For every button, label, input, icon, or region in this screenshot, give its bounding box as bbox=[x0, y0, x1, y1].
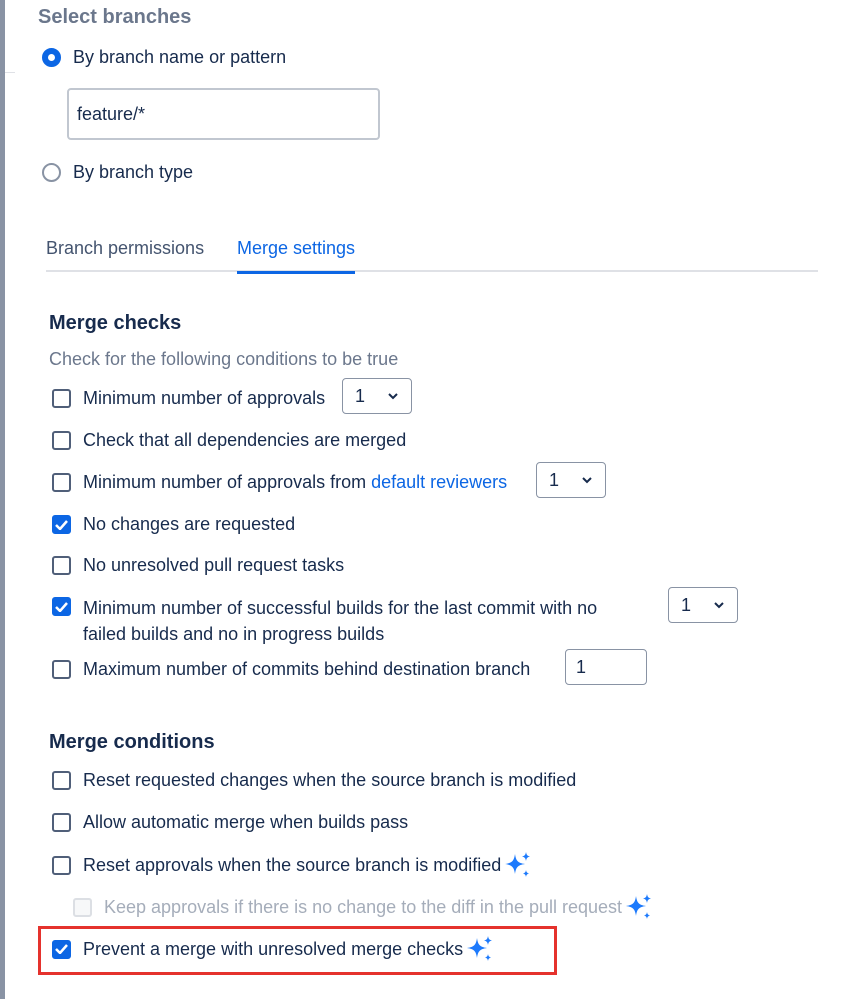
checkbox-checked[interactable] bbox=[52, 940, 71, 959]
checkbox-label: Reset approvals when the source branch is modified bbox=[83, 854, 502, 875]
checkbox[interactable] bbox=[52, 389, 71, 408]
settings-tabs bbox=[46, 238, 818, 272]
radio-by-type[interactable] bbox=[42, 162, 193, 183]
checkbox-disabled bbox=[73, 898, 92, 917]
merge-conditions-title: Merge conditions bbox=[49, 731, 215, 753]
radio-by-pattern[interactable] bbox=[42, 47, 286, 68]
label-line-2: failed builds and no in progress builds bbox=[83, 624, 385, 644]
checkbox[interactable] bbox=[52, 813, 71, 832]
default-reviewers-approvals-select[interactable] bbox=[536, 462, 606, 498]
radio-label: By branch name or pattern bbox=[73, 47, 287, 67]
radio-label: By branch type bbox=[73, 162, 194, 182]
chevron-down-icon bbox=[581, 476, 593, 484]
check-no-changes-requested[interactable] bbox=[52, 514, 295, 535]
checkbox[interactable] bbox=[52, 660, 71, 679]
checkbox[interactable] bbox=[52, 856, 71, 875]
max-commits-input[interactable]: 1 bbox=[565, 649, 647, 685]
check-min-successful-builds[interactable] bbox=[52, 595, 597, 647]
chevron-down-icon bbox=[387, 392, 399, 400]
successful-builds-select[interactable] bbox=[668, 587, 738, 623]
chevron-down-icon bbox=[713, 601, 725, 609]
checkbox-label bbox=[83, 595, 597, 647]
checkbox-checked[interactable] bbox=[52, 597, 71, 616]
merge-checks-title: Merge checks bbox=[49, 312, 182, 334]
check-reset-requested-changes[interactable] bbox=[52, 770, 576, 791]
check-prevent-merge-unresolved[interactable] bbox=[52, 934, 495, 964]
radio-button[interactable] bbox=[42, 163, 61, 182]
checkbox[interactable] bbox=[52, 431, 71, 450]
label-text: Minimum number of approvals from bbox=[83, 472, 372, 492]
merge-checks-description: Check for the following conditions to be true bbox=[49, 349, 399, 369]
checkbox-label: Keep approvals if there is no change to the diff in the pull request bbox=[104, 896, 623, 917]
check-min-default-reviewer-approvals[interactable] bbox=[52, 472, 507, 493]
default-reviewers-link[interactable]: default reviewers bbox=[371, 472, 508, 492]
check-reset-approvals[interactable] bbox=[52, 850, 533, 880]
checkbox-label bbox=[83, 472, 507, 493]
check-auto-merge[interactable] bbox=[52, 812, 408, 833]
ai-sparkle-icon bbox=[465, 934, 495, 964]
check-no-unresolved-tasks[interactable] bbox=[52, 555, 344, 576]
rail-divider bbox=[5, 72, 15, 73]
checkbox-label: Allow automatic merge when builds pass bbox=[83, 812, 409, 832]
checkbox-label: Check that all dependencies are merged bbox=[83, 430, 407, 450]
select-value: 1 bbox=[549, 469, 560, 490]
radio-button-checked[interactable] bbox=[42, 48, 61, 67]
checkbox-label: Minimum number of approvals bbox=[83, 388, 326, 408]
branch-pattern-input[interactable]: feature/* bbox=[67, 88, 380, 140]
tab-merge-settings[interactable]: Merge settings bbox=[237, 238, 355, 272]
checkbox-label: Maximum number of commits behind destination branch bbox=[83, 659, 531, 679]
checkbox-label: No changes are requested bbox=[83, 514, 296, 534]
checkbox-checked[interactable] bbox=[52, 515, 71, 534]
checkbox-label: No unresolved pull request tasks bbox=[83, 555, 345, 575]
min-approvals-select[interactable] bbox=[342, 378, 412, 414]
checkbox[interactable] bbox=[52, 771, 71, 790]
check-max-commits-behind[interactable] bbox=[52, 659, 530, 680]
ai-sparkle-icon bbox=[624, 892, 654, 922]
select-value: 1 bbox=[355, 385, 366, 406]
checkbox-label: Prevent a merge with unresolved merge checks bbox=[83, 938, 464, 959]
check-min-approvals[interactable] bbox=[52, 388, 325, 409]
check-keep-approvals bbox=[73, 892, 654, 922]
tab-branch-permissions[interactable]: Branch permissions bbox=[46, 238, 205, 258]
left-rail bbox=[0, 0, 5, 999]
checkbox[interactable] bbox=[52, 473, 71, 492]
select-branches-title: Select branches bbox=[38, 6, 192, 28]
label-line-1: Minimum number of successful builds for the last commit with no bbox=[83, 598, 598, 618]
checkbox-label: Reset requested changes when the source branch is modified bbox=[83, 770, 577, 790]
check-dependencies-merged[interactable] bbox=[52, 430, 406, 451]
ai-sparkle-icon bbox=[503, 850, 533, 880]
checkbox[interactable] bbox=[52, 556, 71, 575]
select-value: 1 bbox=[681, 594, 692, 615]
